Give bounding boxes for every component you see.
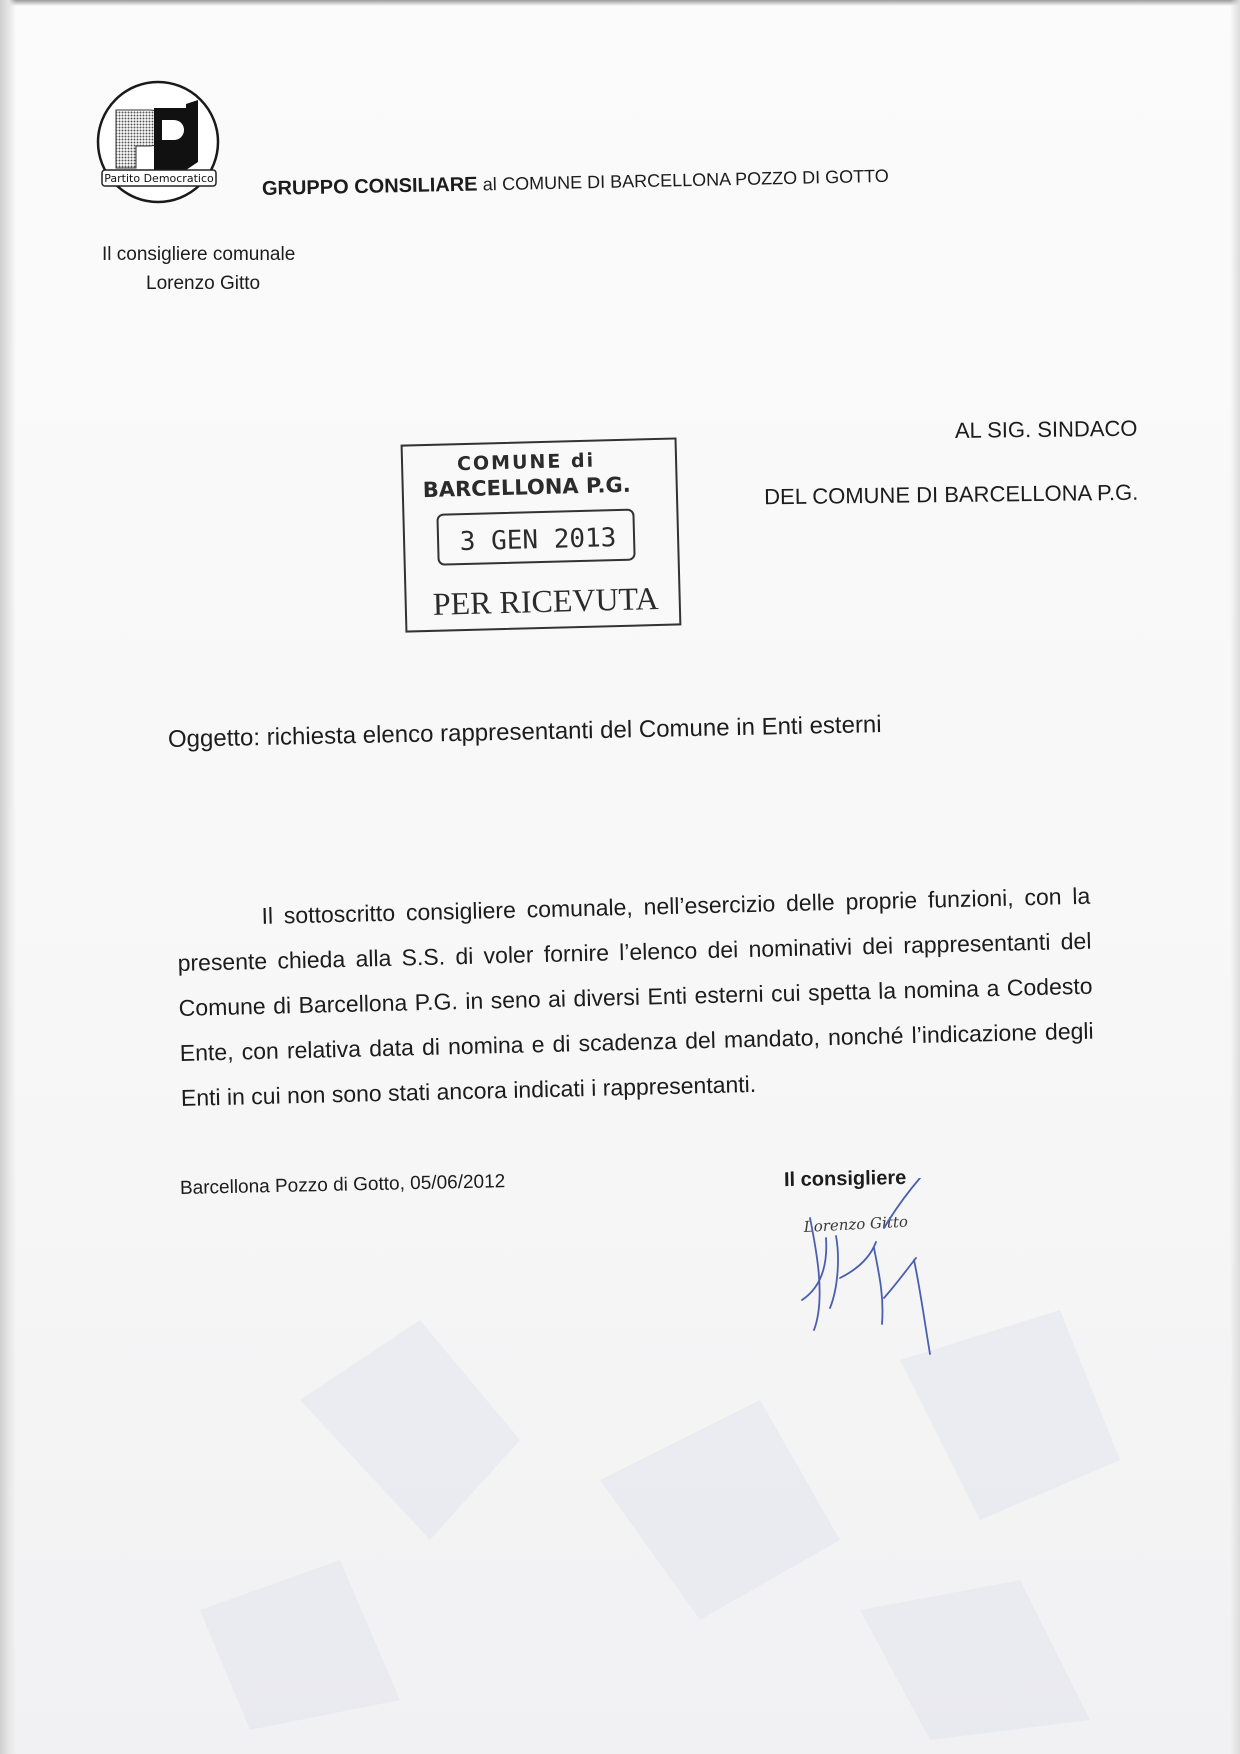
letter-body <box>176 874 1095 1121</box>
institution-name: COMUNE DI BARCELLONA POZZO DI GOTTO <box>501 165 889 194</box>
place-and-date: Barcellona Pozzo di Gotto, 05/06/2012 <box>179 1171 506 1199</box>
addressee-block <box>763 416 1139 549</box>
group-name: GRUPPO CONSILIARE <box>261 173 478 200</box>
addressee-line-1: AL SIG. SINDACO <box>954 415 1138 443</box>
stamp-line-2: BARCELLONA P.G. <box>422 472 631 503</box>
signature-name-stamp: Lorenzo Gitto <box>803 1212 909 1236</box>
scan-top-edge <box>0 0 1240 6</box>
stamp-line-1: COMUNE di <box>456 449 596 476</box>
pd-party-logo <box>94 78 224 208</box>
background-watermark <box>0 1280 1240 1754</box>
sender-name: Lorenzo Gitto <box>146 273 261 294</box>
handwritten-signature <box>780 1178 980 1364</box>
signer-title: Il consigliere <box>783 1166 907 1192</box>
addressee-line-2: DEL COMUNE DI BARCELLONA P.G. <box>763 479 1139 510</box>
letterhead <box>262 165 889 201</box>
header-connector: al <box>482 174 498 195</box>
stamp-date: 3 GEN 2013 <box>459 523 617 558</box>
sender-role: Il consigliere comunale <box>102 244 296 265</box>
logo-caption: Partito Democratico <box>104 172 214 185</box>
body-paragraph: Il sottoscritto consigliere comunale, nell’esercizio delle proprie funzioni, con la presente chieda alla S.S. di voler fornire l’elenco dei nominativi dei rappresentanti del Comune di Barcellona P.G. in seno ai diversi Enti esterni cui spetta la nomina a Codesto Ente, con relativa data di nomina e di scadenza del mandato, nonché l’indicazione degli Enti in cui non sono stati ancora indicati i rappresentanti. <box>177 882 1094 1111</box>
stamp-receipt-label: PER RICEVUTA <box>432 579 660 622</box>
receipt-stamp <box>398 436 686 636</box>
subject-line: Oggetto: richiesta elenco rappresentanti del Comune in Enti esterni <box>167 711 882 753</box>
sender-block <box>102 240 295 298</box>
